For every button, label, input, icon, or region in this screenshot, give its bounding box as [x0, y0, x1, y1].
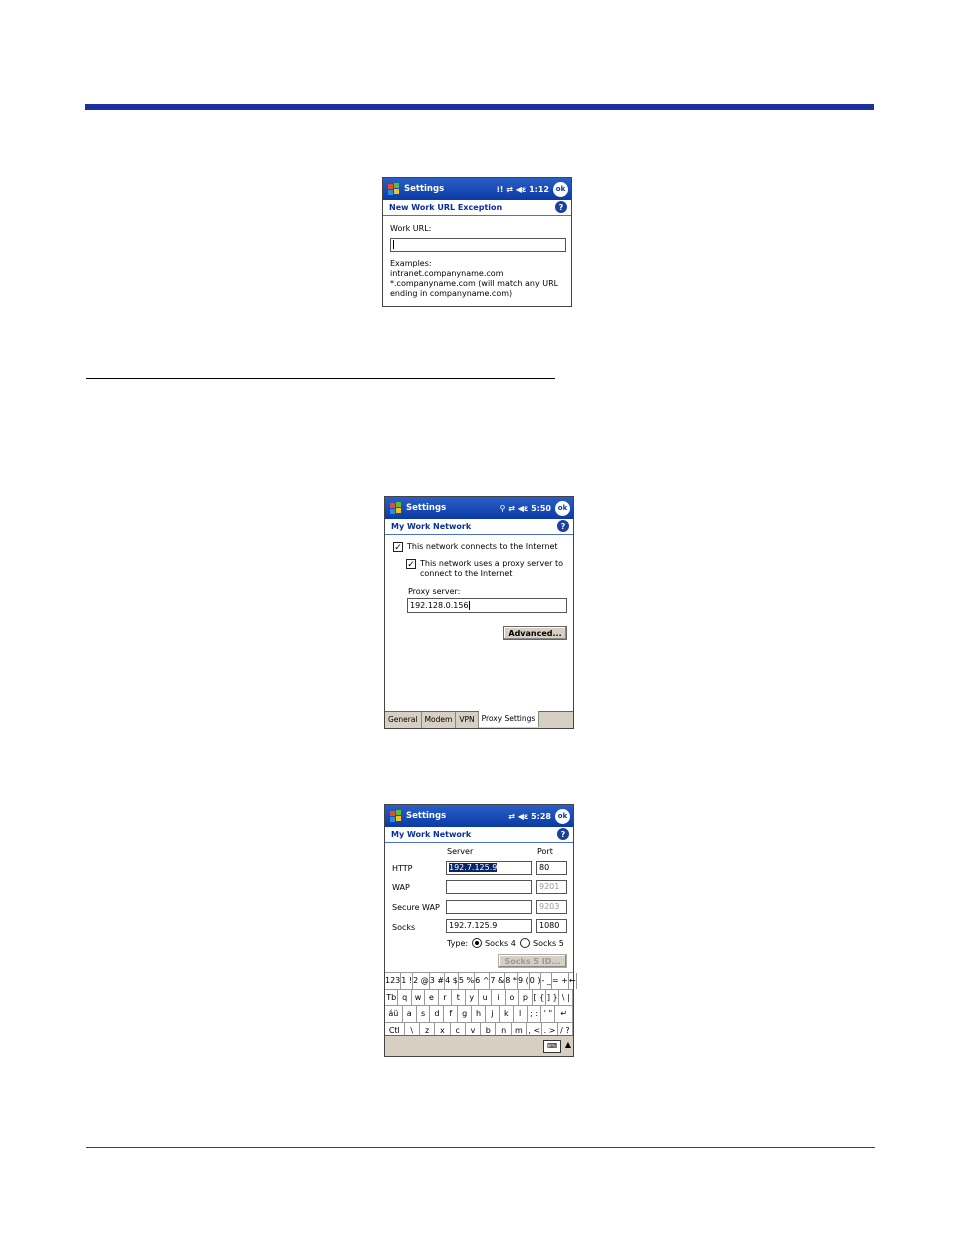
socks-port-input[interactable]: 1080 [536, 919, 567, 933]
secure-wap-server-input[interactable] [446, 900, 532, 914]
key[interactable]: u [479, 990, 492, 1006]
proxy-settings-screen [384, 496, 574, 729]
windows-start-icon[interactable] [389, 501, 403, 515]
page-heading-text: My Work Network [391, 522, 472, 531]
key[interactable]: 4 $ [445, 973, 459, 989]
key[interactable]: 1 ! [401, 973, 413, 989]
key[interactable]: v [466, 1023, 481, 1039]
keyboard-row [385, 973, 576, 990]
page-heading [385, 827, 573, 843]
key[interactable]: ↵ [555, 1006, 573, 1022]
example-line-1: intranet.companyname.com [390, 269, 504, 278]
proxy-server-label: Proxy server: [408, 587, 461, 596]
app-title: Settings [406, 811, 447, 821]
key[interactable]: h [472, 1006, 486, 1022]
key[interactable]: 9 ( [518, 973, 530, 989]
title-bar [383, 178, 571, 200]
keyboard-row [385, 1006, 573, 1023]
key[interactable]: [ { [533, 990, 546, 1006]
key[interactable]: 8 * [505, 973, 518, 989]
key[interactable]: m [512, 1023, 527, 1039]
key[interactable]: 2 @ [413, 973, 430, 989]
key[interactable]: a [403, 1006, 417, 1022]
example-line-2: *.companyname.com (will match any URL [390, 279, 559, 288]
key[interactable]: 6 ^ [475, 973, 490, 989]
key[interactable]: áü [385, 1006, 403, 1022]
key[interactable]: i [492, 990, 505, 1006]
proxy-server-input[interactable] [407, 598, 567, 613]
socks-server-input[interactable]: 192.7.125.9 [446, 919, 532, 933]
key[interactable]: r [439, 990, 452, 1006]
http-label: HTTP [392, 864, 413, 873]
key[interactable]: d [430, 1006, 444, 1022]
key[interactable]: 5 % [459, 973, 475, 989]
http-port-input[interactable]: 80 [536, 861, 567, 875]
page-heading [385, 519, 573, 535]
key[interactable]: z [420, 1023, 435, 1039]
key[interactable]: s [417, 1006, 431, 1022]
tab-proxy-settings[interactable]: Proxy Settings [479, 711, 540, 727]
proxy-checkbox-label-2: connect to the Internet [420, 569, 513, 578]
status-indicators[interactable]: ⚲ ⇄ ◀ε 5:50 [499, 503, 551, 513]
key[interactable]: ' " [541, 1006, 555, 1022]
work-url-input[interactable] [390, 238, 566, 252]
ok-button[interactable]: ok [555, 501, 570, 516]
advanced-proxy-screen [384, 804, 574, 1057]
key[interactable]: / ? [558, 1023, 573, 1039]
key[interactable]: ] } [546, 990, 559, 1006]
help-icon[interactable]: ? [555, 201, 567, 213]
ok-button[interactable]: ok [553, 182, 568, 197]
socks4-radio[interactable] [472, 938, 482, 948]
section-divider [86, 378, 555, 379]
key[interactable]: 3 # [430, 973, 445, 989]
ok-button[interactable]: ok [555, 809, 570, 824]
work-url-exception-screen [382, 177, 572, 307]
input-panel-bar [385, 1035, 573, 1056]
key[interactable]: j [486, 1006, 500, 1022]
key[interactable]: 0 ) [530, 973, 542, 989]
key[interactable]: - _ [541, 973, 551, 989]
header-rule [85, 104, 874, 110]
app-title: Settings [404, 184, 445, 194]
key[interactable]: Tb [385, 990, 398, 1006]
app-title: Settings [406, 503, 447, 513]
title-bar [385, 805, 573, 827]
key[interactable]: t [452, 990, 465, 1006]
key[interactable]: 7 & [490, 973, 505, 989]
key[interactable]: ← [569, 973, 577, 989]
work-url-label: Work URL: [390, 224, 432, 233]
http-server-value: 192.7.125.9 [449, 863, 498, 872]
wap-label: WAP [392, 883, 410, 892]
key[interactable]: p [519, 990, 532, 1006]
keyboard-row [385, 990, 573, 1007]
socks5-radio[interactable] [520, 938, 530, 948]
tab-vpn[interactable]: VPN [456, 712, 478, 728]
socks5-id-button[interactable]: Socks 5 ID... [498, 954, 567, 968]
socks-label: Socks [392, 923, 416, 932]
soft-keyboard [385, 972, 576, 1039]
key[interactable]: \ | [559, 990, 572, 1006]
tab-bar [385, 711, 573, 728]
key[interactable]: o [506, 990, 519, 1006]
key[interactable]: \ [405, 1023, 420, 1039]
secure-wap-label: Secure WAP [392, 903, 440, 912]
key[interactable]: l [514, 1006, 528, 1022]
page-heading [383, 200, 571, 216]
key[interactable]: x [435, 1023, 450, 1039]
key[interactable]: e [425, 990, 438, 1006]
help-icon[interactable]: ? [557, 828, 569, 840]
key[interactable]: Ctl [385, 1023, 405, 1039]
proxy-server-value: 192.128.0.156 [410, 601, 469, 610]
tab-general[interactable]: General [385, 712, 422, 728]
key[interactable]: g [458, 1006, 472, 1022]
examples-label: Examples: [390, 259, 432, 268]
key[interactable]: q [398, 990, 411, 1006]
http-server-input[interactable] [446, 861, 532, 875]
secure-wap-port-input[interactable]: 9203 [536, 900, 567, 914]
key[interactable]: b [481, 1023, 496, 1039]
key[interactable]: c [451, 1023, 466, 1039]
title-bar [385, 497, 573, 519]
port-column-header: Port [537, 847, 553, 856]
proxy-checkbox[interactable]: ✓ [407, 560, 415, 570]
proxy-checkbox-label-1: This network uses a proxy server to [420, 559, 563, 568]
key[interactable]: , < [527, 1023, 542, 1039]
wap-server-input[interactable] [446, 880, 532, 894]
help-icon[interactable]: ? [557, 520, 569, 532]
status-indicators[interactable]: ⁞! ⇄ ◀ε 1:12 [496, 184, 549, 194]
windows-start-icon[interactable] [387, 182, 401, 196]
key[interactable]: y [466, 990, 479, 1006]
socks4-label: Socks 4 [485, 939, 516, 948]
key[interactable]: . > [542, 1023, 557, 1039]
internet-checkbox-label: This network connects to the Internet [407, 542, 558, 551]
key[interactable]: k [500, 1006, 514, 1022]
key[interactable]: = + [552, 973, 569, 989]
advanced-button[interactable]: Advanced... [503, 626, 567, 640]
type-label: Type: [447, 939, 469, 948]
keyboard-icon[interactable]: ⌨ [543, 1040, 561, 1053]
server-column-header: Server [447, 847, 474, 856]
key[interactable]: f [444, 1006, 458, 1022]
footer-rule [86, 1147, 875, 1148]
tab-modem[interactable]: Modem [422, 712, 457, 728]
example-line-3: ending in companyname.com) [390, 289, 513, 298]
sip-arrow-icon[interactable]: ▲ [564, 1040, 571, 1049]
status-indicators[interactable]: ⇄ ◀ε 5:28 [508, 811, 551, 821]
socks5-label: Socks 5 [533, 939, 564, 948]
page-heading-text: New Work URL Exception [389, 203, 503, 212]
key[interactable]: 123 [385, 973, 401, 989]
page-heading-text: My Work Network [391, 830, 472, 839]
windows-start-icon[interactable] [389, 809, 403, 823]
key[interactable]: n [496, 1023, 511, 1039]
key[interactable]: w [412, 990, 425, 1006]
wap-port-input[interactable]: 9201 [536, 880, 567, 894]
key[interactable]: ; : [528, 1006, 542, 1022]
internet-checkbox[interactable]: ✓ [394, 543, 402, 553]
